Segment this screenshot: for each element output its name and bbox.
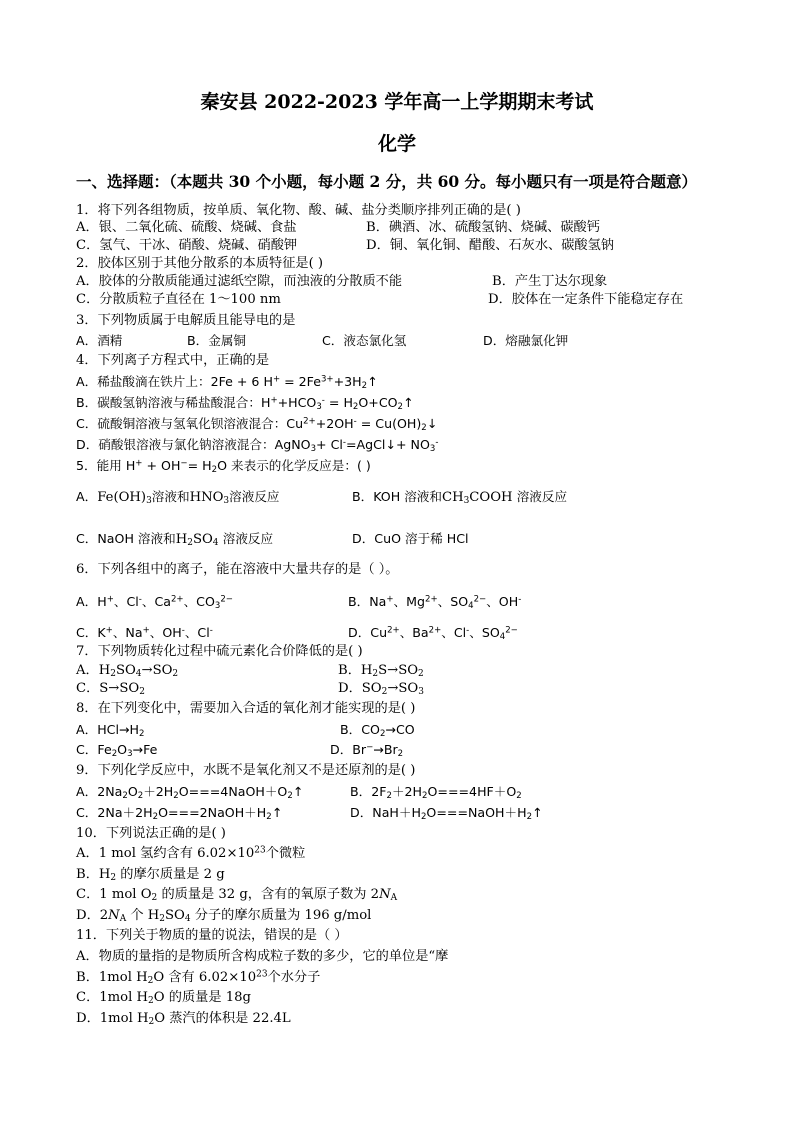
q5-option-d: D．CuO 溶于稀 HCl xyxy=(352,531,469,546)
q7-option-b: B．$H_2S\to SO_2$ xyxy=(338,663,424,680)
q5-option-b: B．KOH 溶液和$CH_3COOH$ 溶液反应 xyxy=(352,489,568,507)
q7-option-d: D．$SO_2\to SO_3$ xyxy=(338,681,424,698)
exam-title: 秦安县 2022-2023 学年高一上学期期末考试 xyxy=(200,91,594,113)
q7-stem: 7．下列物质转化过程中硫元素化合价降低的是( ) xyxy=(76,644,363,659)
q10-option-c-text1: C．1 mol O xyxy=(76,887,152,902)
q7-option-a: A．$H_2SO_4\to SO_2$ xyxy=(76,663,179,680)
q4-option-d: D．硝酸银溶液与氯化钠溶液混合：AgNO$_3$+ Cl-=AgCl↓+ $NO_3^-$ xyxy=(76,437,439,455)
q8-stem: 8．在下列变化中，需要加入合适的氧化剂才能实现的是( ) xyxy=(76,701,416,716)
q5-stem-suffix: 来表示的化学反应是：( ) xyxy=(227,458,371,473)
q1-option-b: B．碘酒、冰、硫酸氢钠、烧碱、碳酸钙 xyxy=(366,220,600,235)
q8-option-d: D．$Br^-\to Br_2$ xyxy=(330,742,404,760)
q9-stem: 9．下列化学反应中，水既不是氧化剂又不是还原剂的是( ) xyxy=(76,763,416,778)
q4-option-c-label: C．硫酸铜溶液与氢氧化钡溶液混合： xyxy=(76,416,287,431)
q5-option-c-text1: 溶液和 xyxy=(137,531,176,546)
q6-option-c: C．K+、Na+、OH-、Cl- xyxy=(76,625,213,640)
q4-option-a: A．稀盐酸滴在铁片上：2Fe + 6 $H^+ = 2Fe^{3+}+3H_2↑$ xyxy=(76,374,378,392)
q5-option-a: A．$Fe(OH)_3$溶液和$HNO_3$溶液反应 xyxy=(76,489,280,507)
q11-stem: 11．下列关于物质的量的说法，错误的是（ ） xyxy=(76,928,348,943)
q1-stem: 1．将下列各组物质，按单质、氧化物、酸、碱、盐分类顺序排列正确的是( ) xyxy=(76,203,521,218)
q10-option-d-text2: 个 H xyxy=(126,908,160,923)
q6-option-a: A．H+、Cl-、$Ca^{2+}$、$CO_3^{2-}$ xyxy=(76,594,233,612)
q11-option-d-text1: D．1mol H xyxy=(76,1011,149,1026)
q1-option-d: D．铜、氧化铜、醋酸、石灰水、碳酸氢钠 xyxy=(366,238,614,253)
q10-option-d: D．$2N_A$ 个 $H_2SO_4$ 分子的摩尔质量为 196 g/mol xyxy=(76,908,372,925)
q4-option-b-label: B．碳酸氢钠溶液与稀盐酸混合： xyxy=(76,395,261,410)
q10-option-b-text1: B．H xyxy=(76,867,111,882)
q9-option-b: B．$2F_2+2H_2O===4HF+O_2$ xyxy=(350,784,522,802)
q11-option-c: C．1mol $H_2O$ 的质量是 18g xyxy=(76,990,251,1007)
q10-option-a-text2: 个微粒 xyxy=(265,846,306,861)
q5-option-b-text2: 溶液反应 xyxy=(516,489,568,504)
q2-option-b: B．产生丁达尔现象 xyxy=(492,274,608,289)
q9-option-a: A．$2Na_2O_2+2H_2O===4NaOH+O_2↑$ xyxy=(76,784,304,802)
q10-option-d-text3: 分子的摩尔质量为 196 g/mol xyxy=(190,908,372,923)
q1-option-c: C．氢气、干冰、硝酸、烧碱、硝酸钾 xyxy=(76,238,298,253)
q8-option-a: A．$HCl\to H_2$ xyxy=(76,722,145,740)
q10-option-c-text2: 的质量是 32 g，含有的氧原子数为 2 xyxy=(157,887,380,902)
q5-option-a-text1: 溶液和 xyxy=(151,489,190,504)
q5-option-b-text1: 溶液和 xyxy=(404,489,442,504)
q4-option-c: C．硫酸铜溶液与氢氧化钡溶液混合：$Cu^{2+}+2OH^-$ = $Cu(OH)_2↓$ xyxy=(76,416,438,434)
q5-stem: 5．能用 $H^+ + OH^-= H_2O$ 来表示的化学反应是：( ) xyxy=(76,458,371,476)
q9-option-c: C．$2Na+2H_2O===2NaOH+H_2↑$ xyxy=(76,805,283,823)
q11-option-d: D．1mol $H_2O$ 蒸汽的体积是 22.4L xyxy=(76,1011,291,1028)
q5-option-a-text2: 溶液反应 xyxy=(229,489,280,504)
q6-option-b: B．Na+、$Mg^{2+}$、$SO_4^{2-}$、OH- xyxy=(348,594,522,612)
q2-option-a: A．胶体的分散质能通过滤纸空隙，而浊液的分散质不能 xyxy=(76,274,403,289)
q8-option-b: B．$CO_2\to CO$ xyxy=(340,722,415,740)
q6-stem: 6．下列各组中的离子，能在溶液中大量共存的是（ ）。 xyxy=(76,562,399,577)
q11-option-c-text1: C．1mol H xyxy=(76,990,149,1005)
section-heading: 一、选择题：（本题共 30 个小题，每小题 2 分，共 60 分。每小题只有一项是符合题意） xyxy=(76,172,698,191)
q5-option-d-text: 溶于稀 xyxy=(404,531,443,546)
q9-option-d: D．$NaH+H_2O===NaOH+H_2↑$ xyxy=(350,805,543,823)
q3-option-d: D．熔融氯化钾 xyxy=(483,333,569,348)
q3-option-b: B．金属铜 xyxy=(187,333,247,348)
q4-option-a-label: A．稀盐酸滴在铁片上： xyxy=(76,374,211,389)
q3-option-c: C．液态氯化氢 xyxy=(322,333,407,348)
q11-option-a: A．物质的量指的是物质所含构成粒子数的多少，它的单位是“摩 xyxy=(76,949,449,964)
q11-option-b-text2: O 含有 6.02×10 xyxy=(153,970,257,985)
q2-stem: 2．胶体区别于其他分散系的本质特征是( ) xyxy=(76,256,324,271)
q10-option-c: C．1 mol $O_2$ 的质量是 32 g，含有的氧原子数为 $2N_A$ xyxy=(76,887,398,904)
q10-option-a-text1: A．1 mol 氢约含有 6.02×10 xyxy=(76,846,255,861)
q11-option-d-text2: O 蒸汽的体积是 22.4L xyxy=(154,1011,291,1026)
q4-option-d-label: D．硝酸银溶液与氯化钠溶液混合： xyxy=(76,437,275,452)
q11-option-b-text1: B．1mol H xyxy=(76,970,148,985)
q6-option-d: D．$Cu^{2+}$、$Ba^{2+}$、Cl-、$SO_4^{2-}$ xyxy=(348,625,518,643)
q11-option-b: B．1mol $H_2O$ 含有 $6.02\times 10^{23}$个水分子 xyxy=(76,969,321,987)
q5-option-c-text2: 溶液反应 xyxy=(222,531,274,546)
q3-stem: 3．下列物质属于电解质且能导电的是 xyxy=(76,313,296,328)
q11-option-c-text2: O 的质量是 18g xyxy=(153,990,251,1005)
q2-option-c: C．分散质粒子直径在 1～100 nm xyxy=(76,292,281,307)
q10-stem: 10．下列说法正确的是( ) xyxy=(76,826,226,841)
q8-option-c: C．$Fe_2O_3\to Fe$ xyxy=(76,742,158,760)
q10-option-d-text1: D．2 xyxy=(76,908,109,923)
q5-stem-prefix: 5．能用 xyxy=(76,458,126,473)
q10-option-b: B．$H_2$ 的摩尔质量是 2 g xyxy=(76,867,225,884)
q4-option-b: B．碳酸氢钠溶液与稀盐酸混合：$H^++HCO_3^-$ = $H_2O+CO_2↑$ xyxy=(76,395,414,413)
q5-option-c: C．NaOH 溶液和$H_2SO_4$ 溶液反应 xyxy=(76,531,274,549)
q1-option-a: A．银、二氧化硫、硫酸、烧碱、食盐 xyxy=(76,220,297,235)
q11-option-b-text3: 个水分子 xyxy=(267,970,321,985)
q10-option-b-text2: 的摩尔质量是 2 g xyxy=(116,867,225,882)
q4-stem: 4．下列离子方程式中，正确的是 xyxy=(76,353,270,368)
q3-option-a: A．酒精 xyxy=(76,333,123,348)
q10-option-a: A．1 mol 氢约含有 $6.02\times 10^{23}$个微粒 xyxy=(76,845,306,861)
q2-option-d: D．胶体在一定条件下能稳定存在 xyxy=(488,292,684,307)
subject-title: 化学 xyxy=(377,133,416,155)
q7-option-c: C．$S\to SO_2$ xyxy=(76,681,145,698)
